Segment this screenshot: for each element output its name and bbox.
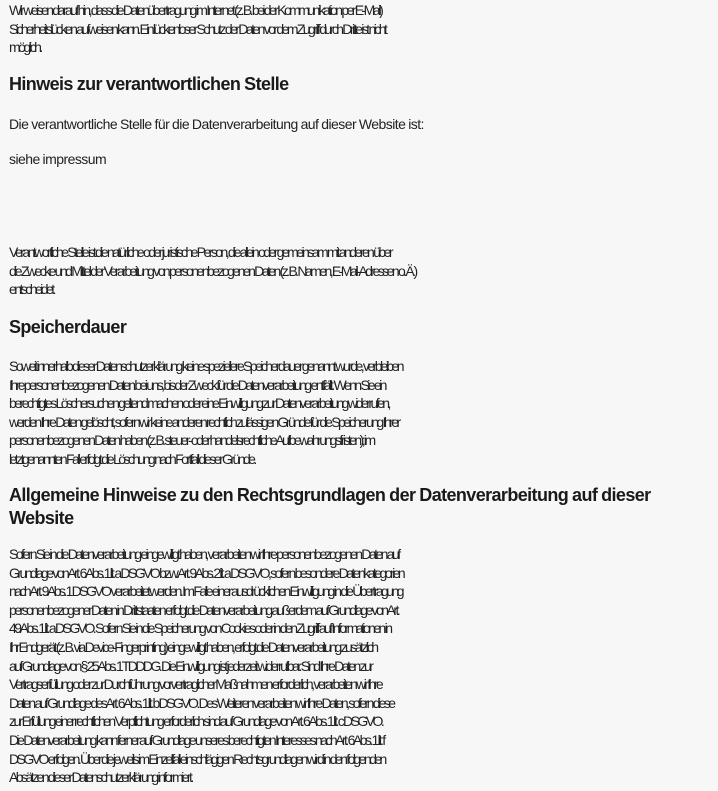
responsible-party-text: Die verantwortliche Stelle für die Datenverarbeitung auf dieser Website ist: bbox=[9, 116, 424, 132]
text-line: Sofern Sie in die Datenverarbeitung eingewilligt haben, verarbeiten wir Ihre personenbezogenen Daten auf bbox=[9, 546, 399, 562]
text-line: entscheidet. bbox=[9, 281, 54, 298]
text-line: DSGVO erfolgen. Über die jeweils im Einzelfall einschlägigen Rechtsgrundlagen wird in den folgenden bbox=[9, 750, 385, 767]
responsible-party-reference: siehe impressum bbox=[9, 151, 107, 167]
text-line: Wir weisen darauf hin, dass die Datenübertragung im Internet (z. B. bei der Kommunikation per E-Mail) bbox=[9, 2, 382, 18]
text-line: Grundlage von Art. 6 Abs. 1 lit. a DSGVO bzw. Art. 9 Abs. 2 lit. a DSGVO, sofern besondere Datenkategorien bbox=[9, 564, 404, 581]
heading-line: Website bbox=[9, 507, 74, 528]
text-line: werden Ihre Daten gelöscht, sofern wir keine anderen rechtlich zulässigen Gründe für die Speicherung Ihrer bbox=[9, 413, 399, 430]
text-line: 49 Abs. 1 lit. a DSGVO. Sofern Sie in die Speicherung von Cookies oder in den Zugriff auf Informationen in bbox=[9, 620, 391, 637]
text-line: Verantwortliche Stelle ist die natürliche oder juristische Person, die allein oder gemeinsam mit anderen über bbox=[9, 244, 391, 260]
text-line: personenbezogenen Daten haben (z. B. steuer- oder handelsrechtliche Aufbewahrungsfristen); im bbox=[9, 432, 374, 449]
text-line: Die Datenverarbeitung kann ferner auf Grundlage unseres berechtigten Interesses nach Art. 6 Abs. 1 lit. f bbox=[9, 731, 384, 748]
text-line: letztgenannten Fall erfolgt die Löschung nach Fortfall dieser Gründe. bbox=[9, 450, 255, 467]
text-line: nach Art. 9 Abs. 1 DSGVO verarbeitet werden. Im Falle einer ausdrücklichen Einwilligung in die Übertragung bbox=[9, 583, 402, 600]
legal-basis-heading bbox=[9, 484, 699, 529]
text-line: möglich. bbox=[9, 39, 41, 56]
heading-line: Allgemeine Hinweise zu den Rechtsgrundlagen der Datenverarbeitung auf dieser bbox=[9, 485, 651, 505]
responsible-party-heading: Hinweis zur verantwortlichen Stelle bbox=[9, 74, 289, 94]
text-line: Absätzen dieser Datenschutzerklärung informiert. bbox=[9, 769, 192, 786]
text-line: berechtigtes Löschersuchen geltend machen oder eine Einwilligung zur Datenverarbeitung widerrufen, bbox=[9, 395, 389, 412]
text-line: Vertragserfüllung oder zur Durchführung vorvertraglicher Maßnahmen erforderlich, verarbeiten wir Ihre bbox=[9, 676, 382, 693]
text-line: auf Grundlage von § 25 Abs. 1 TDDDG. Die Einwilligung ist jederzeit widerrufbar. Sind Ihre Daten zur bbox=[9, 657, 372, 674]
text-line: Sicherheitslücken aufweisen kann. Ein lückenloser Schutz der Daten vor dem Zugriff durch Dritte ist nicht bbox=[9, 20, 386, 37]
internet-security-notice bbox=[9, 1, 709, 57]
text-line: Soweit innerhalb dieser Datenschutzerklärung keine speziellere Speicherdauer genannt wurde, verbleiben bbox=[9, 358, 403, 374]
text-line: Daten auf Grundlage des Art. 6 Abs. 1 lit. b DSGVO. Des Weiteren verarbeiten wir Ihre Daten, sofern diese bbox=[9, 694, 394, 711]
text-line: zur Erfüllung einer rechtlichen Verpflichtung erforderlich sind auf Grundlage von Art. 6 Abs. 1 lit. c DSGVO. bbox=[9, 713, 383, 730]
storage-duration-text bbox=[9, 357, 714, 469]
text-line: personenbezogener Daten in Drittstaaten erfolgt die Datenverarbeitung außerdem auf Grundlage von Art. bbox=[9, 601, 399, 618]
storage-duration-heading: Speicherdauer bbox=[9, 317, 127, 337]
text-line: Ihr Endgerät (z. B. via Device-Fingerprinting) eingewilligt haben, erfolgt die Datenverarbeitung zusätzlich bbox=[9, 638, 377, 655]
text-line: Ihre personenbezogenen Daten bei uns, bis der Zweck für die Datenverarbeitung entfällt. Wenn Sie ein bbox=[9, 376, 385, 393]
text-line: die Zwecke und Mittel der Verarbeitung von personenbezogenen Daten (z. B. Namen, E-Mail-Adressen o. Ä.) bbox=[9, 262, 416, 279]
responsible-party-definition bbox=[9, 243, 714, 299]
legal-basis-text bbox=[9, 545, 714, 787]
